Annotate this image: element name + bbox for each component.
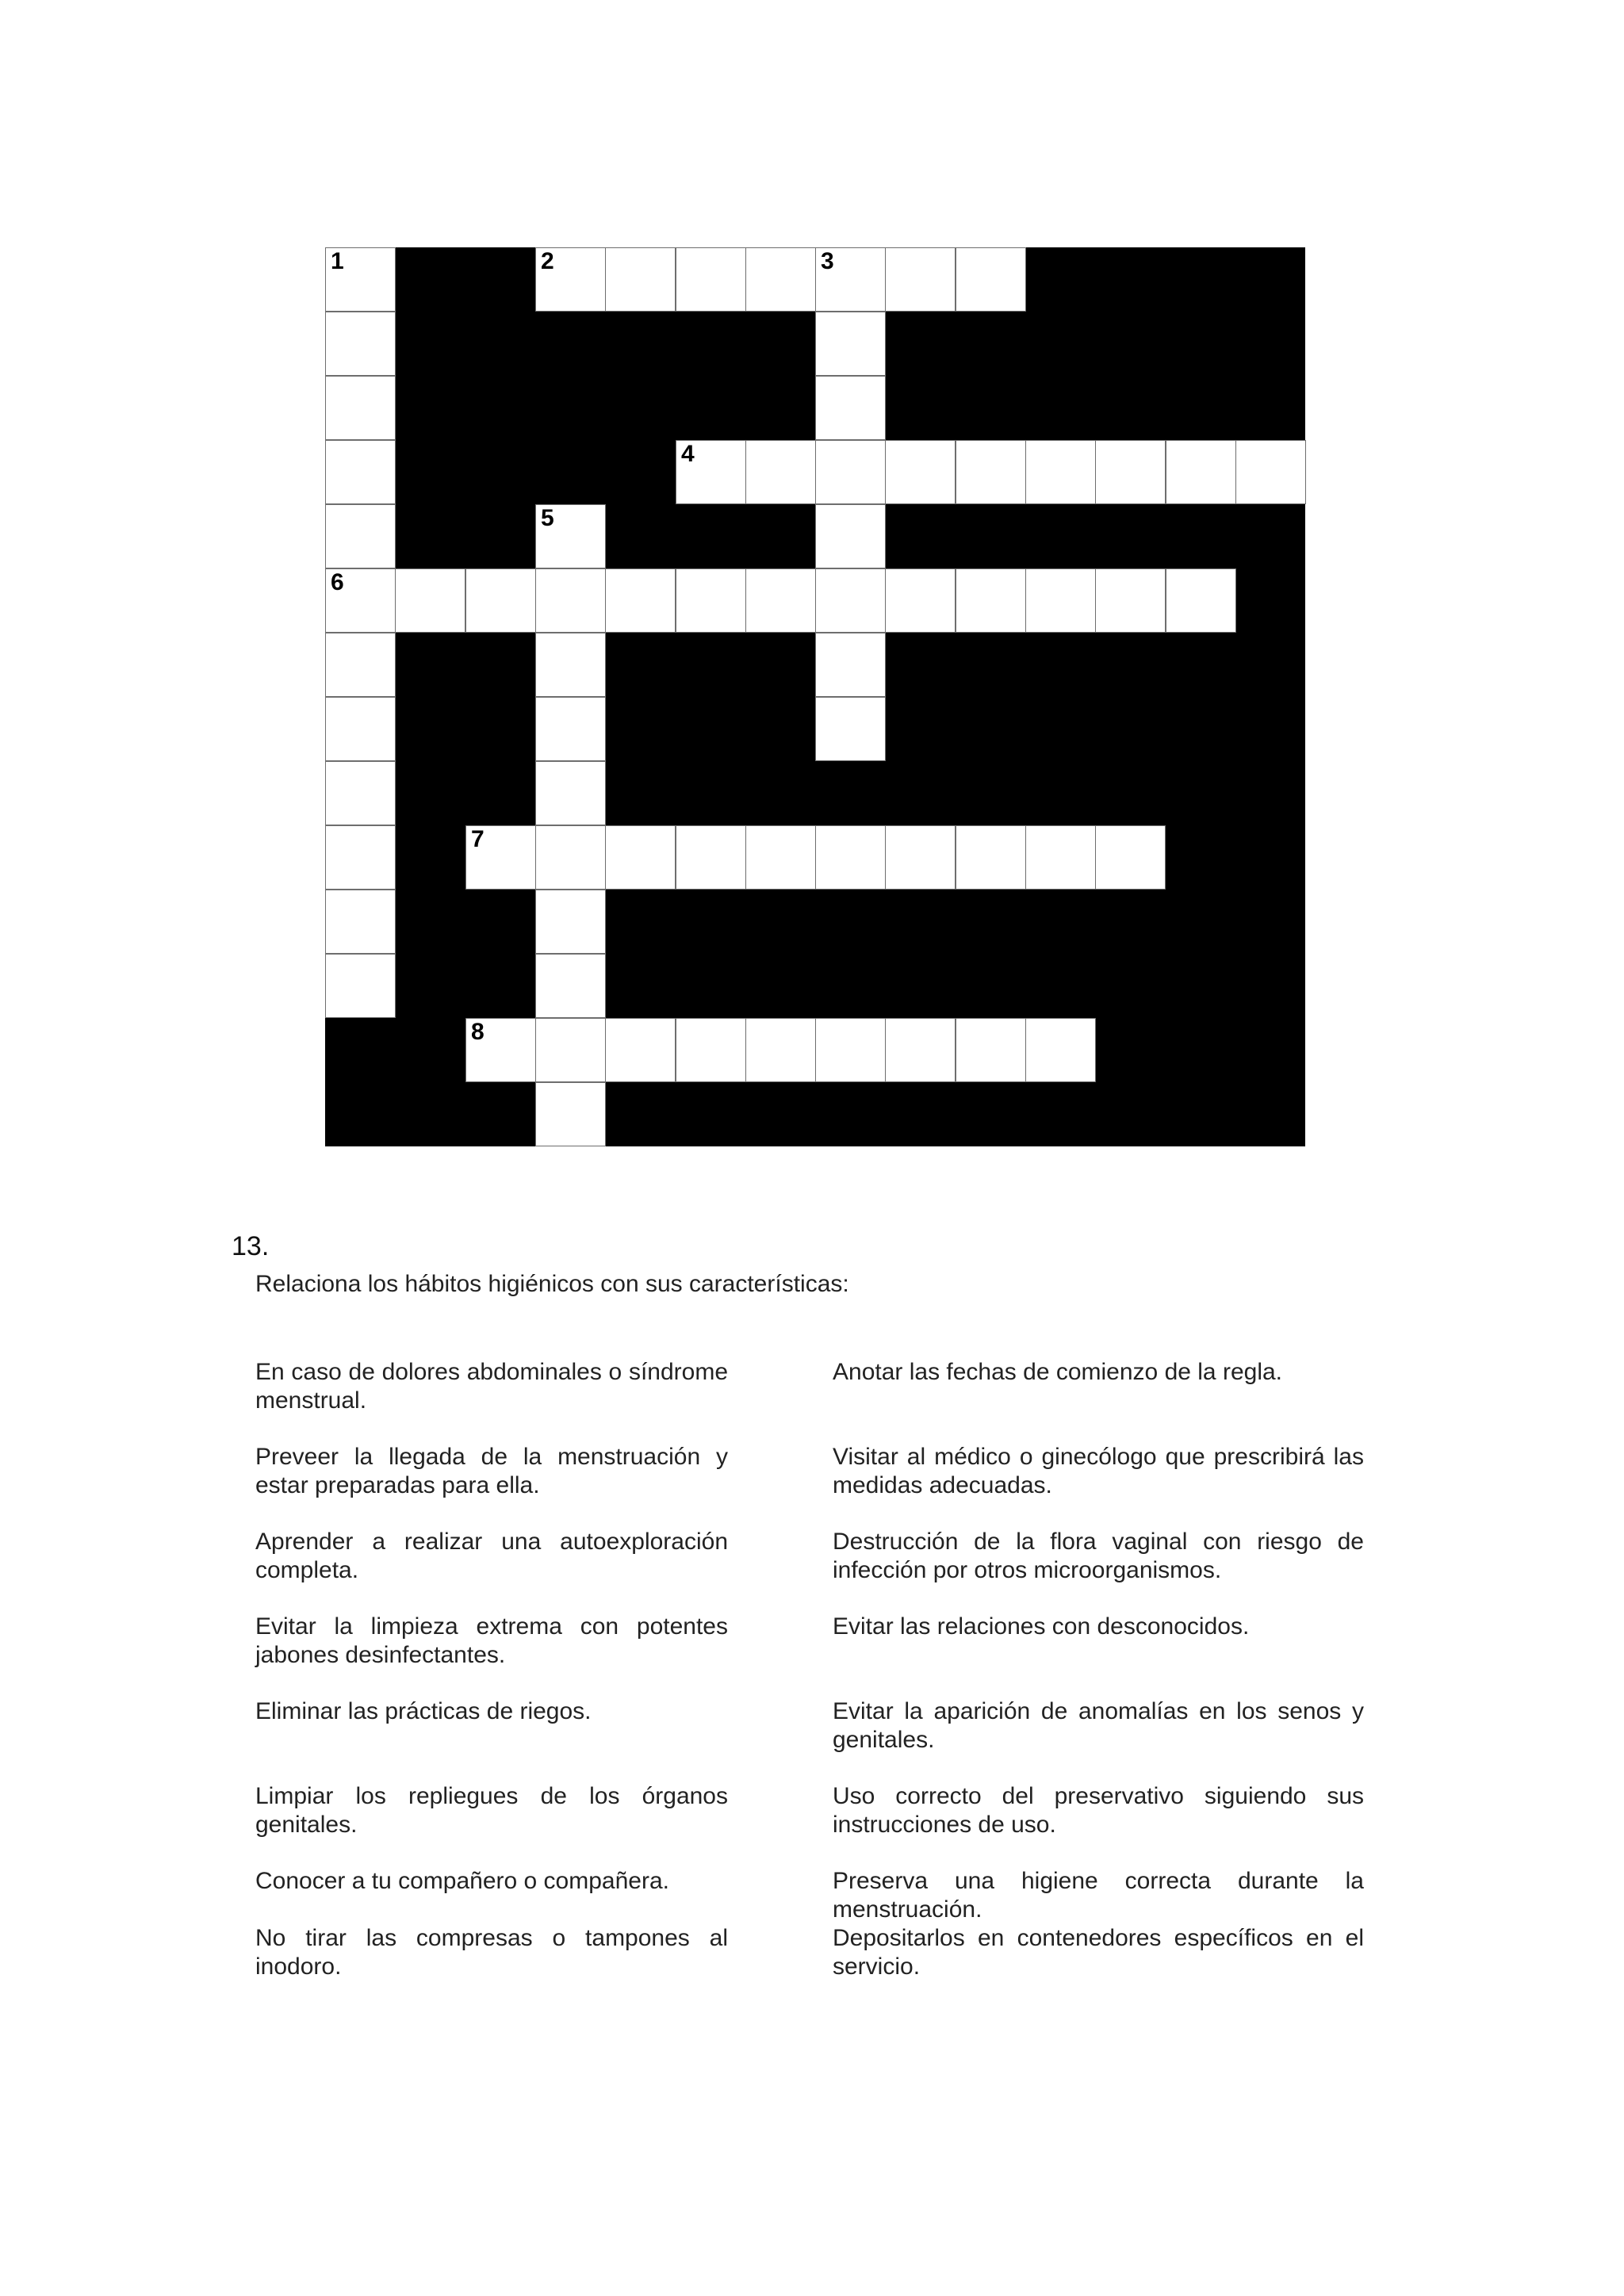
characteristic-item: Anotar las fechas de comienzo de la regla. xyxy=(833,1359,1282,1385)
crossword-cell[interactable] xyxy=(956,247,1026,312)
crossword-cell[interactable] xyxy=(325,376,396,440)
clue-number: 4 xyxy=(681,441,695,467)
crossword-cell[interactable] xyxy=(815,312,886,376)
habit-item: Evitar la limpieza extrema con potentes jabones desinfectantes. xyxy=(255,1613,728,1668)
crossword-cell[interactable] xyxy=(1095,825,1166,890)
crossword-cell[interactable] xyxy=(1025,825,1096,890)
clue-number: 3 xyxy=(821,248,834,274)
crossword-cell[interactable] xyxy=(1025,1018,1096,1082)
crossword-cell[interactable] xyxy=(885,825,956,890)
habit-item: En caso de dolores abdominales o síndrome menstrual. xyxy=(255,1359,728,1414)
crossword-cell[interactable] xyxy=(325,697,396,761)
clue-number: 1 xyxy=(331,248,344,274)
crossword-cell[interactable] xyxy=(1025,568,1096,633)
habit-item: Limpiar los repliegues de los órganos genitales. xyxy=(255,1783,728,1838)
crossword-cell[interactable] xyxy=(676,825,746,890)
crossword-grid xyxy=(325,247,1305,1146)
crossword-cell[interactable] xyxy=(745,440,816,504)
characteristic-item: Evitar la aparición de anomalías en los senos y genitales. xyxy=(833,1698,1364,1753)
crossword-cell[interactable] xyxy=(535,890,606,954)
habit-item: No tirar las compresas o tampones al inodoro. xyxy=(255,1925,728,1980)
crossword-cell[interactable] xyxy=(535,504,606,568)
crossword-cell[interactable] xyxy=(815,1018,886,1082)
crossword-cell[interactable] xyxy=(885,568,956,633)
crossword-cell[interactable] xyxy=(325,440,396,504)
clue-number: 8 xyxy=(471,1019,485,1045)
characteristic-item: Destrucción de la flora vaginal con riesgo de infección por otros microorganismos. xyxy=(833,1529,1364,1583)
crossword-cell[interactable] xyxy=(535,697,606,761)
crossword-cell[interactable] xyxy=(745,247,816,312)
crossword-cell[interactable] xyxy=(325,504,396,568)
clue-number: 5 xyxy=(541,505,554,531)
crossword-cell[interactable] xyxy=(815,568,886,633)
crossword-cell[interactable] xyxy=(815,633,886,697)
crossword-cell[interactable] xyxy=(535,568,606,633)
crossword-cell[interactable] xyxy=(325,890,396,954)
crossword-cell[interactable] xyxy=(325,312,396,376)
crossword-cell[interactable] xyxy=(815,504,886,568)
question-instruction: Relaciona los hábitos higiénicos con sus características: xyxy=(255,1271,849,1297)
crossword-cell[interactable] xyxy=(815,440,886,504)
characteristic-item: Preserva una higiene correcta durante la menstruación. xyxy=(833,1868,1364,1923)
crossword-cell[interactable] xyxy=(885,1018,956,1082)
characteristic-item: Evitar las relaciones con desconocidos. xyxy=(833,1613,1250,1640)
crossword-cell[interactable] xyxy=(535,954,606,1018)
crossword-cell[interactable] xyxy=(1235,440,1306,504)
crossword-cell[interactable] xyxy=(1095,568,1166,633)
crossword-cell[interactable] xyxy=(676,247,746,312)
characteristic-item: Depositarlos en contenedores específicos en el servicio. xyxy=(833,1925,1364,1980)
crossword-cell[interactable] xyxy=(885,247,956,312)
habit-item: Eliminar las prácticas de riegos. xyxy=(255,1698,592,1724)
crossword-cell[interactable] xyxy=(815,825,886,890)
crossword-cell[interactable] xyxy=(815,247,886,312)
crossword-cell[interactable] xyxy=(535,247,606,312)
characteristic-item: Visitar al médico o ginecólogo que prescribirá las medidas adecuadas. xyxy=(833,1444,1364,1498)
question-number: 13. xyxy=(232,1231,270,1261)
crossword-cell[interactable] xyxy=(535,1082,606,1146)
crossword-cell[interactable] xyxy=(745,568,816,633)
crossword-cell[interactable] xyxy=(815,697,886,761)
crossword-cell[interactable] xyxy=(956,1018,1026,1082)
crossword-cell[interactable] xyxy=(325,568,396,633)
habit-item: Preveer la llegada de la menstruación y estar preparadas para ella. xyxy=(255,1444,728,1498)
crossword-cell[interactable] xyxy=(1095,440,1166,504)
crossword-cell[interactable] xyxy=(605,1018,676,1082)
crossword-cell[interactable] xyxy=(535,1018,606,1082)
crossword-cell[interactable] xyxy=(676,440,746,504)
crossword-cell[interactable] xyxy=(1166,440,1236,504)
crossword-cell[interactable] xyxy=(1166,568,1236,633)
crossword-cell[interactable] xyxy=(605,247,676,312)
clue-number: 6 xyxy=(331,569,344,595)
clue-number: 7 xyxy=(471,826,485,852)
crossword-cell[interactable] xyxy=(956,825,1026,890)
crossword-cell[interactable] xyxy=(465,1018,536,1082)
crossword-cell[interactable] xyxy=(745,825,816,890)
crossword-cell[interactable] xyxy=(395,568,465,633)
crossword-cell[interactable] xyxy=(676,1018,746,1082)
crossword-cell[interactable] xyxy=(325,954,396,1018)
crossword-cell[interactable] xyxy=(956,440,1026,504)
clue-number: 2 xyxy=(541,248,554,274)
crossword-cell[interactable] xyxy=(535,825,606,890)
crossword-cell[interactable] xyxy=(885,440,956,504)
crossword-cell[interactable] xyxy=(465,568,536,633)
crossword-cell[interactable] xyxy=(535,761,606,825)
crossword-cell[interactable] xyxy=(676,568,746,633)
crossword-cell[interactable] xyxy=(325,633,396,697)
characteristic-item: Uso correcto del preservativo siguiendo sus instrucciones de uso. xyxy=(833,1783,1364,1838)
crossword-cell[interactable] xyxy=(325,247,396,312)
crossword-cell[interactable] xyxy=(1025,440,1096,504)
crossword-cell[interactable] xyxy=(745,1018,816,1082)
crossword-cell[interactable] xyxy=(535,633,606,697)
crossword-cell[interactable] xyxy=(956,568,1026,633)
habit-item: Conocer a tu compañero o compañera. xyxy=(255,1868,669,1894)
crossword-cell[interactable] xyxy=(815,376,886,440)
crossword-cell[interactable] xyxy=(605,825,676,890)
crossword-cell[interactable] xyxy=(605,568,676,633)
habit-item: Aprender a realizar una autoexploración completa. xyxy=(255,1529,728,1583)
crossword-cell[interactable] xyxy=(325,761,396,825)
crossword-cell[interactable] xyxy=(325,825,396,890)
crossword-cell[interactable] xyxy=(465,825,536,890)
